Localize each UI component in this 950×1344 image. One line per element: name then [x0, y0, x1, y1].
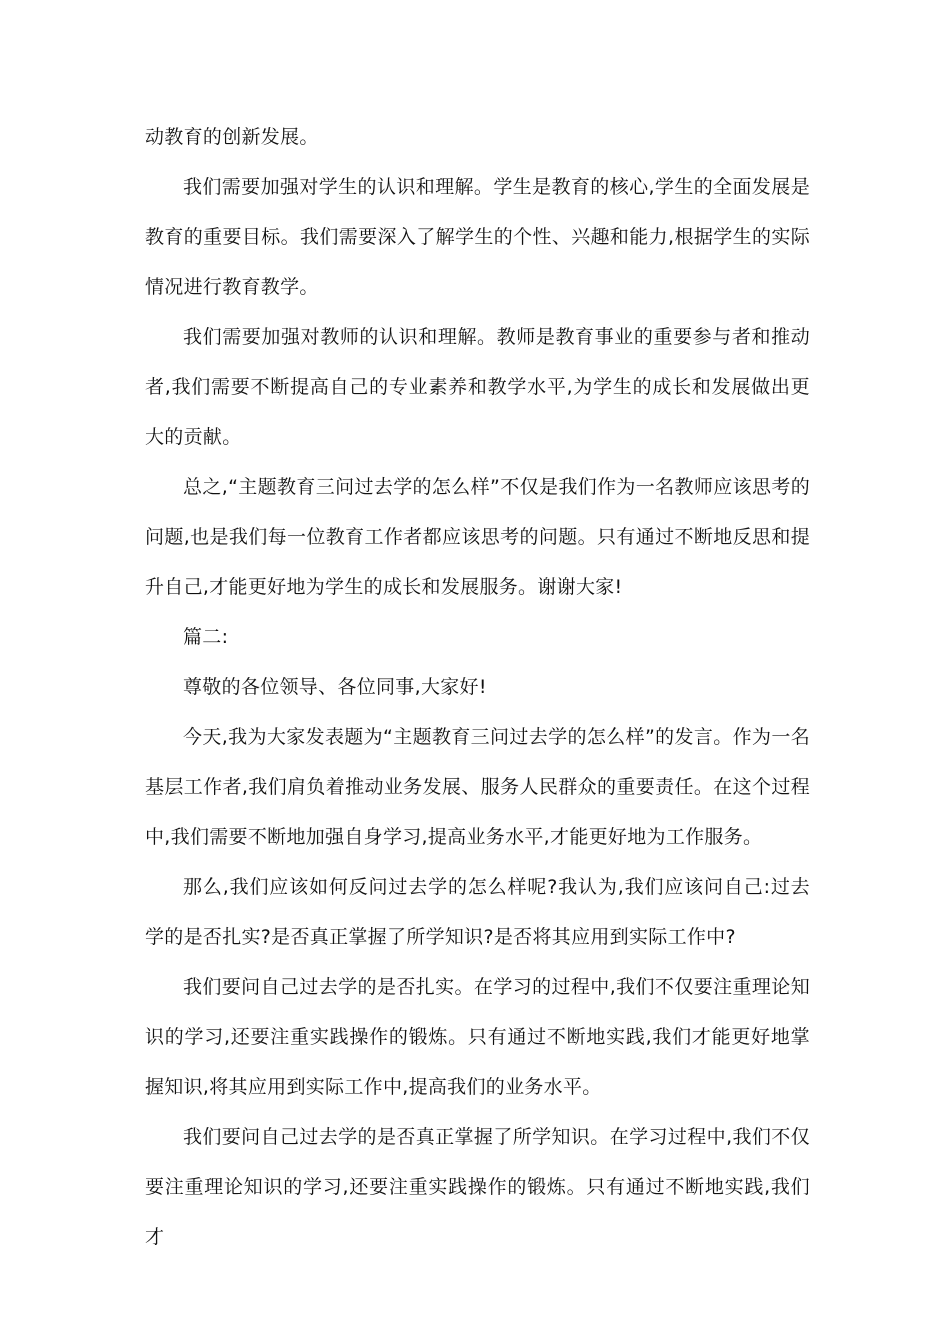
paragraph: 总之,“主题教育三问过去学的怎么样”不仅是我们作为一名教师应该思考的问题,也是我们每一位教育工作者都应该思考的问题。只有通过不断地反思和提升自己,才能更好地为学生的成长和发展服务。谢谢大家! — [145, 476, 810, 598]
paragraph: 那么,我们应该如何反问过去学的怎么样呢?我认为,我们应该问自己:过去学的是否扎实?是否真正掌握了所学知识?是否将其应用到实际工作中? — [145, 876, 810, 948]
salutation: 尊敬的各位领导、各位同事,大家好! — [183, 676, 487, 698]
paragraph: 动教育的创新发展。 — [145, 126, 319, 148]
paragraph: 今天,我为大家发表题为“主题教育三问过去学的怎么样”的发言。作为一名基层工作者,我们肩负着推动业务发展、服务人民群众的重要责任。在这个过程中,我们需要不断地加强自身学习,提高业务水平,才能更好地为工作服务。 — [145, 726, 810, 848]
paragraph: 我们要问自己过去学的是否真正掌握了所学知识。在学习过程中,我们不仅要注重理论知识的学习,还要注重实践操作的锻炼。只有通过不断地实践,我们才 — [145, 1126, 810, 1248]
paragraph: 我们需要加强对教师的认识和理解。教师是教育事业的重要参与者和推动者,我们需要不断提高自己的专业素养和教学水平,为学生的成长和发展做出更大的贡献。 — [145, 326, 810, 448]
paragraph: 我们需要加强对学生的认识和理解。学生是教育的核心,学生的全面发展是教育的重要目标。我们需要深入了解学生的个性、兴趣和能力,根据学生的实际情况进行教育教学。 — [145, 176, 810, 298]
document-body — [145, 112, 810, 1262]
paragraph: 我们要问自己过去学的是否扎实。在学习的过程中,我们不仅要注重理论知识的学习,还要注重实践操作的锻炼。只有通过不断地实践,我们才能更好地掌握知识,将其应用到实际工作中,提高我们的业务水平。 — [145, 976, 810, 1098]
section-heading: 篇二: — [183, 626, 229, 648]
